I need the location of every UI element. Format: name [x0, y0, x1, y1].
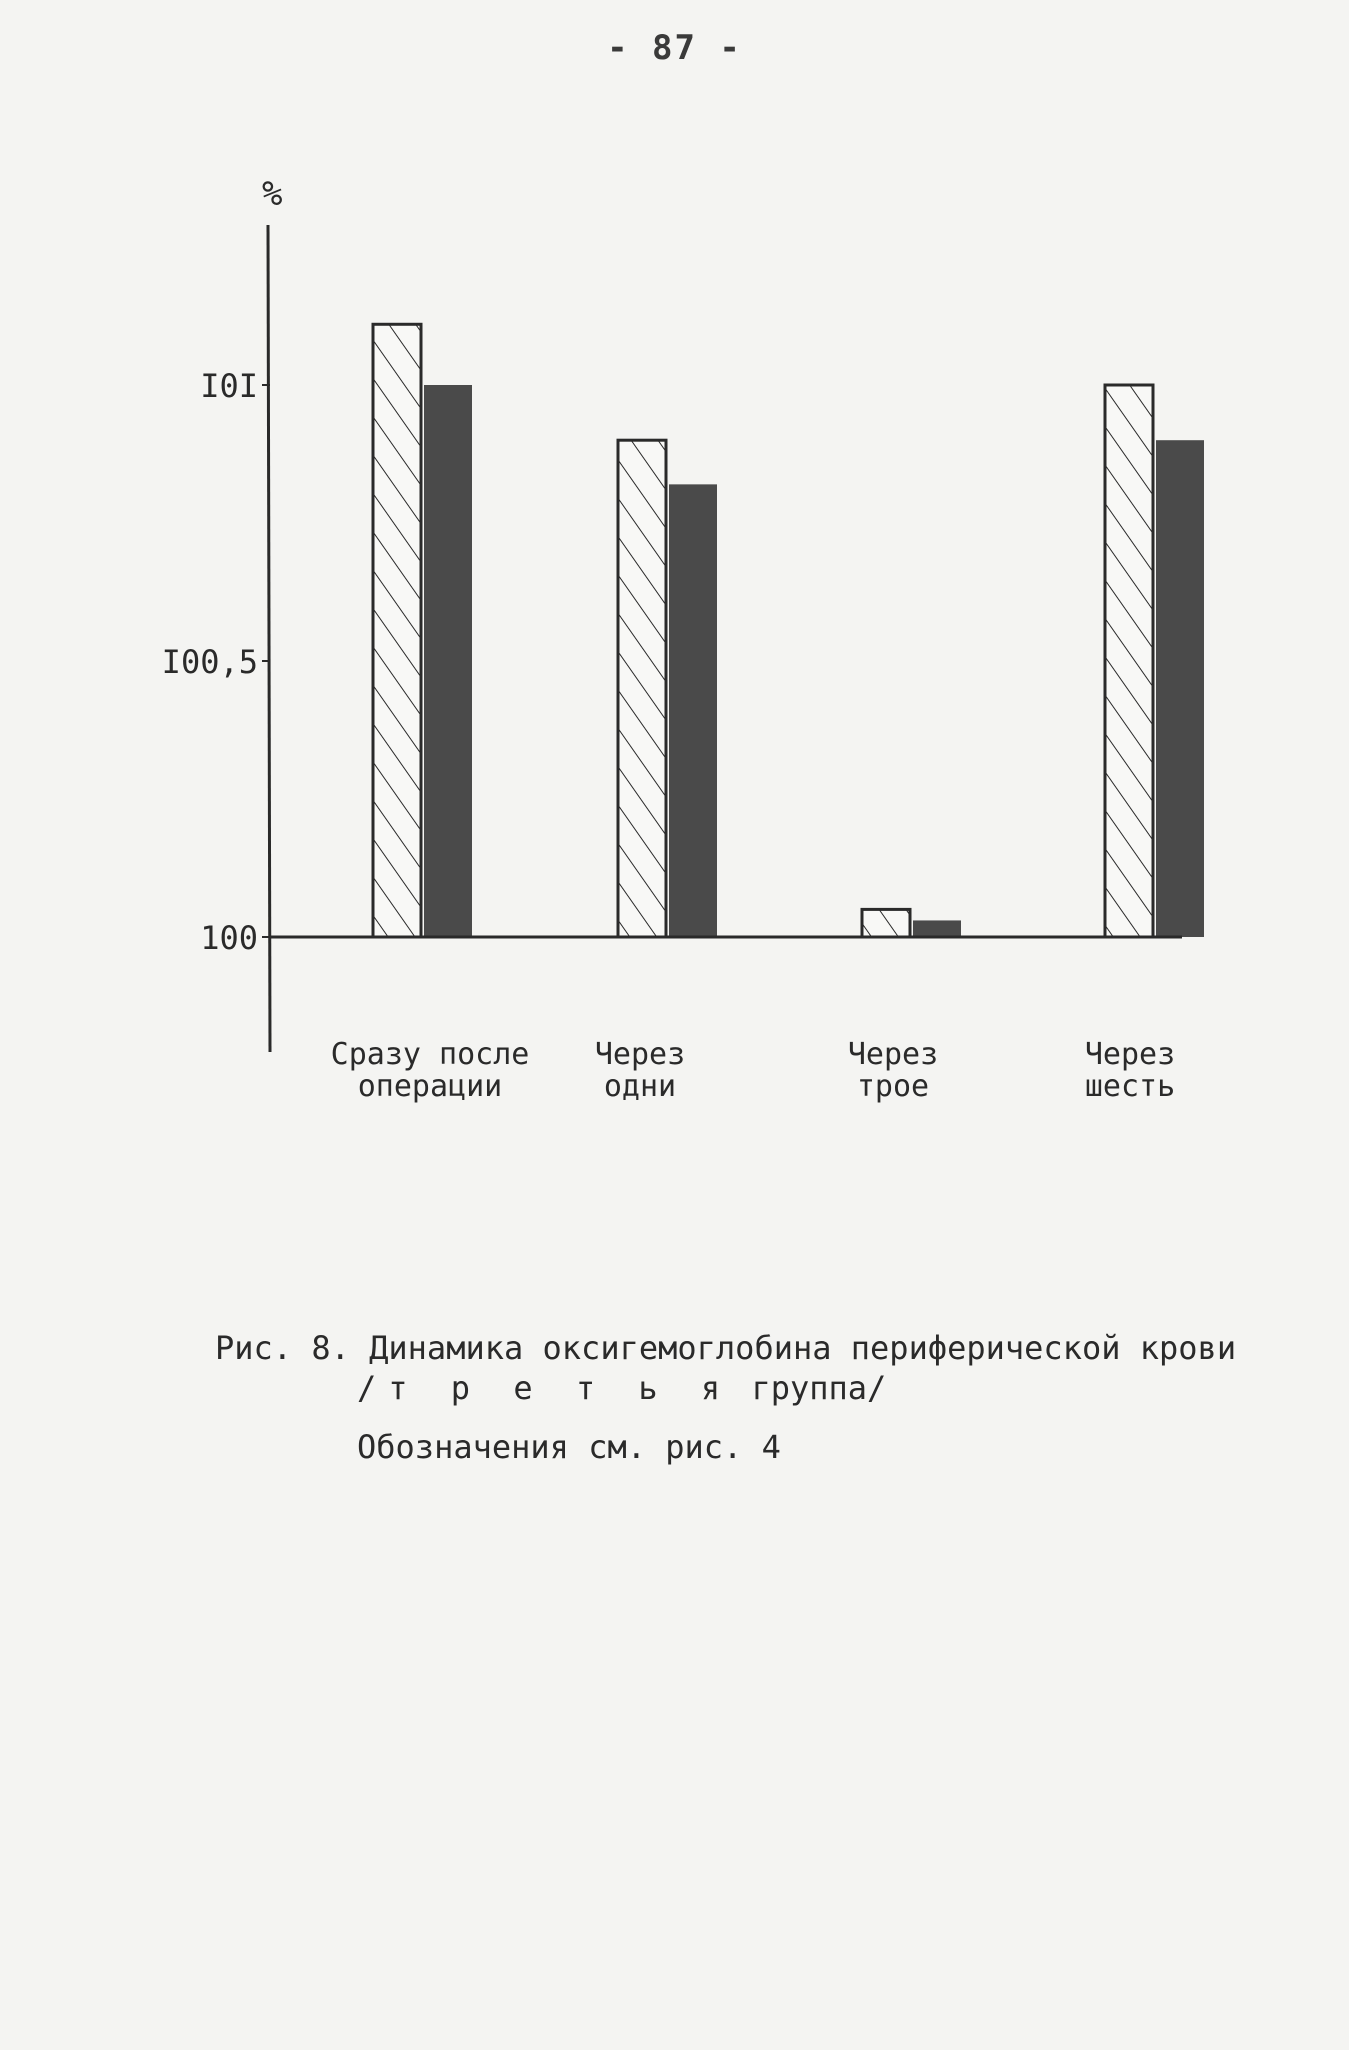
bar-dark-1	[669, 484, 717, 937]
category-label-3-line-1: Через	[1084, 1037, 1176, 1072]
category-label-2-line-1: Через	[847, 1037, 939, 1072]
bar-dark-0	[424, 385, 472, 937]
figure-caption	[215, 1328, 1236, 1408]
bar-hatched-0	[373, 324, 421, 937]
category-label-3-line-2: шесть	[1084, 1069, 1176, 1104]
bar-hatched-2	[862, 909, 910, 937]
bar-dark-2	[913, 920, 961, 937]
category-label-0-line-2: операции	[357, 1069, 503, 1104]
page-number: - 87 -	[607, 28, 742, 68]
caption-line-1: Рис. 8. Динамика оксигемоглобина периферической крови	[215, 1329, 1237, 1367]
legend-note: Обозначения см. рис. 4	[357, 1428, 781, 1466]
category-label-1-line-1: Через	[594, 1037, 686, 1072]
y-tick-label-0: 100	[200, 919, 258, 957]
bar-hatched-3	[1105, 385, 1153, 937]
bar-hatched-1	[618, 440, 666, 937]
bar-dark-3	[1156, 440, 1204, 937]
y-tick-label-2: I0I	[200, 367, 258, 405]
category-label-2-line-2: трое	[856, 1069, 930, 1104]
category-label-1-line-2: одни	[603, 1069, 677, 1104]
caption-line-2	[215, 1368, 1236, 1408]
category-label-0-line-1: Сразу после	[330, 1037, 530, 1072]
caption-group-rest: группа/	[732, 1369, 887, 1407]
y-axis	[268, 225, 270, 1052]
caption-group-spaced: /т р е т ь я	[357, 1369, 733, 1407]
y-tick-label-1: I00,5	[161, 643, 258, 681]
y-axis-unit-label: %	[262, 174, 283, 214]
